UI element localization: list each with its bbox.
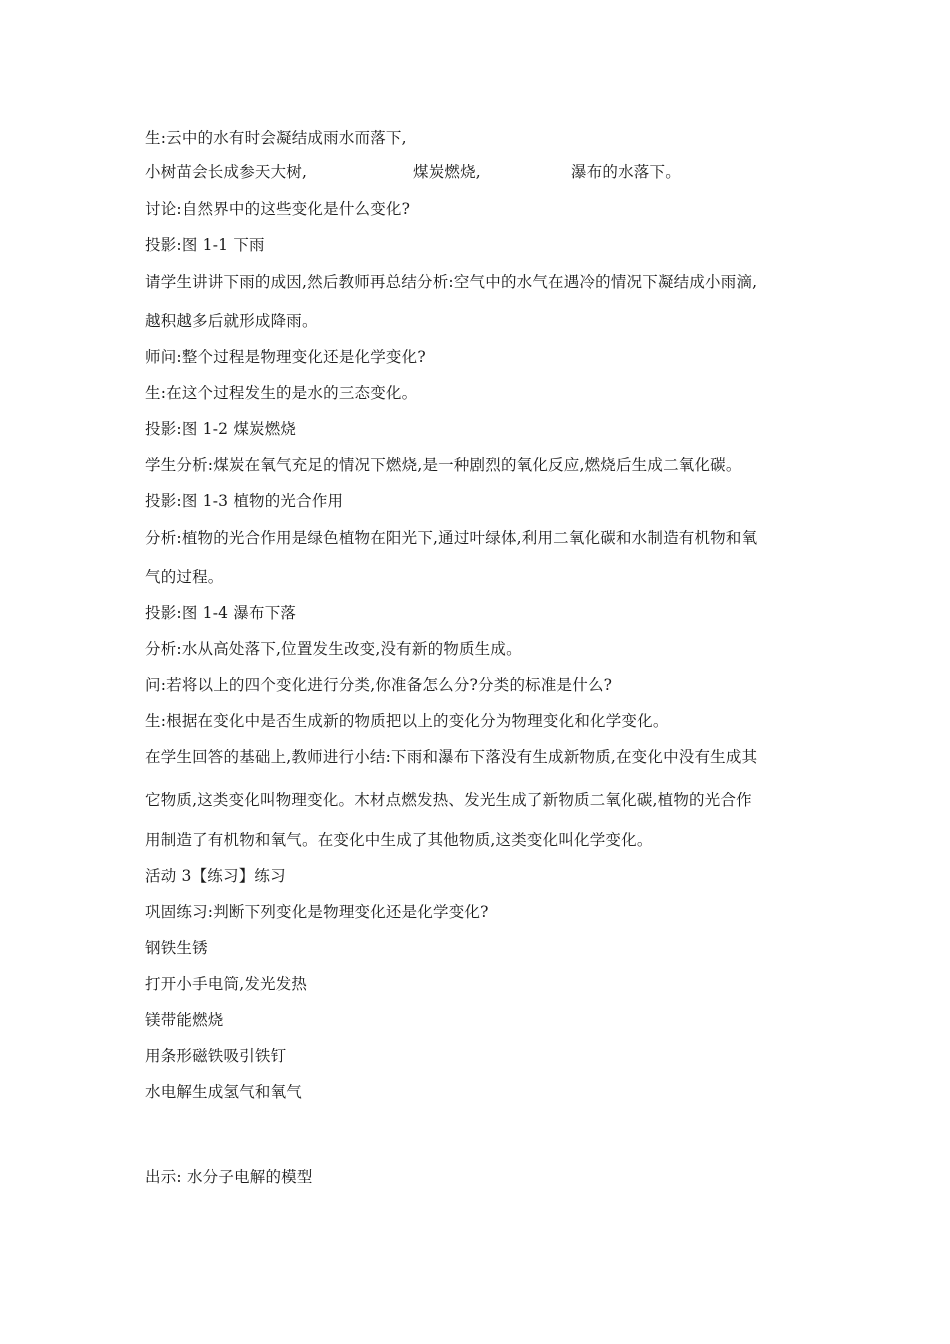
text-line-26: 用条形磁铁吸引铁钉 xyxy=(145,1047,287,1065)
text-line-4: 投影:图 1-1 下雨 xyxy=(145,236,265,254)
text-line-21: 活动 3【练习】练习 xyxy=(145,867,286,885)
text-line-9: 投影:图 1-2 煤炭燃烧 xyxy=(145,420,297,438)
text-line-13: 气的过程。 xyxy=(145,568,224,586)
text-line-19: 它物质,这类变化叫物理变化。木材点燃发热、发光生成了新物质二氧化碳,植物的光合作 xyxy=(145,791,752,809)
text-line-20: 用制造了有机物和氧气。在变化中生成了其他物质,这类变化叫化学变化。 xyxy=(145,831,653,849)
text-line-12: 分析:植物的光合作用是绿色植物在阳光下,通过叶绿体,利用二氧化碳和水制造有机物和氧 xyxy=(145,529,758,547)
text-line-18: 在学生回答的基础上,教师进行小结:下雨和瀑布下落没有生成新物质,在变化中没有生成其 xyxy=(145,748,758,766)
text-line-28: 出示: 水分子电解的模型 xyxy=(145,1168,313,1186)
text-line-5: 请学生讲讲下雨的成因,然后教师再总结分析:空气中的水气在遇冷的情况下凝结成小雨滴, xyxy=(145,273,758,291)
text-line-1: 生:云中的水有时会凝结成雨水而落下, xyxy=(145,129,407,147)
example-coal: 煤炭燃烧, xyxy=(413,163,481,181)
text-line-11: 投影:图 1-3 植物的光合作用 xyxy=(145,492,344,510)
text-line-7: 师问:整个过程是物理变化还是化学变化? xyxy=(145,348,426,366)
text-line-27: 水电解生成氢气和氧气 xyxy=(145,1083,303,1101)
text-line-24: 打开小手电筒,发光发热 xyxy=(145,975,308,993)
text-line-16: 问:若将以上的四个变化进行分类,你准备怎么分?分类的标准是什么? xyxy=(145,676,613,694)
text-line-8: 生:在这个过程发生的是水的三态变化。 xyxy=(145,384,418,402)
text-line-22: 巩固练习:判断下列变化是物理变化还是化学变化? xyxy=(145,903,489,921)
text-line-3: 讨论:自然界中的这些变化是什么变化? xyxy=(145,200,411,218)
text-line-17: 生:根据在变化中是否生成新的物质把以上的变化分为物理变化和化学变化。 xyxy=(145,712,669,730)
text-line-25: 镁带能燃烧 xyxy=(145,1011,224,1029)
example-tree: 小树苗会长成参天大树, xyxy=(145,163,308,181)
text-line-14: 投影:图 1-4 瀑布下落 xyxy=(145,604,297,622)
example-waterfall: 瀑布的水落下。 xyxy=(571,163,681,181)
text-line-10: 学生分析:煤炭在氧气充足的情况下燃烧,是一种剧烈的氧化反应,燃烧后生成二氧化碳。 xyxy=(145,456,742,474)
text-line-15: 分析:水从高处落下,位置发生改变,没有新的物质生成。 xyxy=(145,640,522,658)
text-line-6: 越积越多后就形成降雨。 xyxy=(145,312,318,330)
examples-row xyxy=(145,162,845,182)
text-line-23: 钢铁生锈 xyxy=(145,939,208,957)
